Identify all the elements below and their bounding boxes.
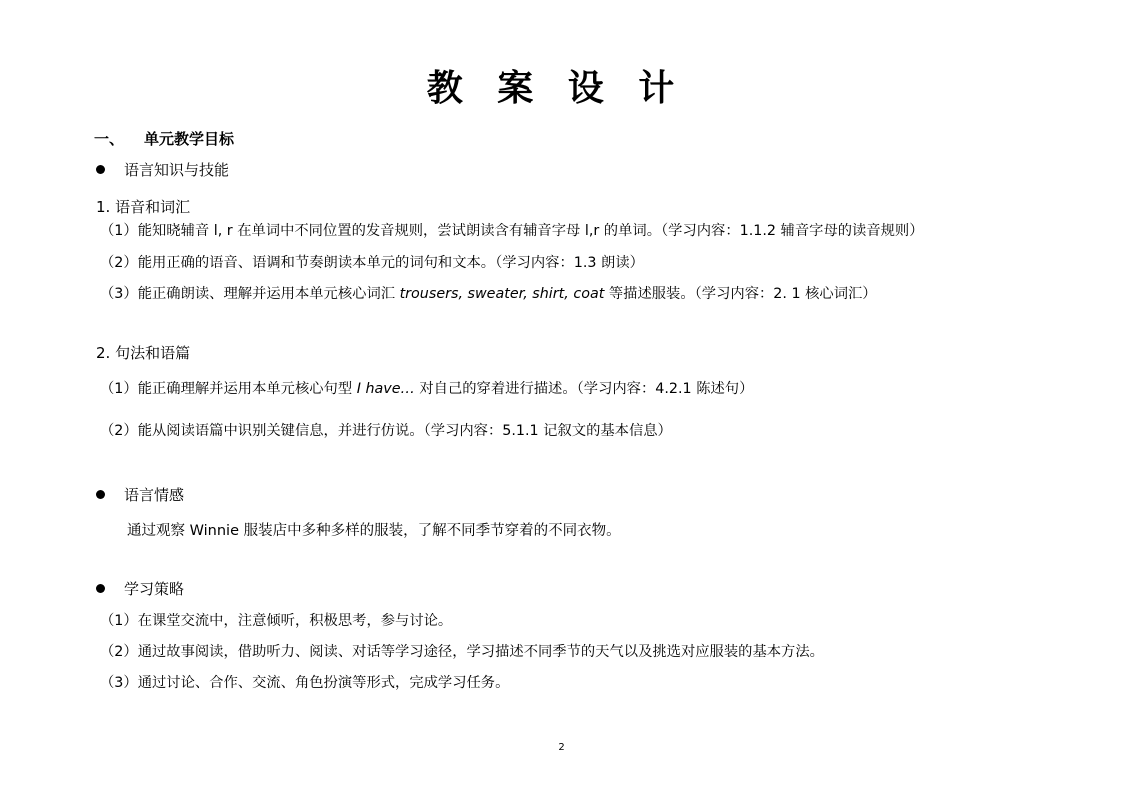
section-heading-text: 单元教学目标 (144, 130, 235, 148)
strategy-line: （3）通过讨论、合作、交流、角色扮演等形式，完成学习任务。 (100, 675, 510, 691)
bullet-icon (96, 490, 105, 499)
objective-text: （3）能正确朗读、理解并运用本单元核心词汇 (100, 286, 400, 302)
page-number: 2 (558, 742, 565, 753)
bullet-label: 语言情感 (124, 486, 185, 504)
bullet-label: 学习策略 (124, 580, 185, 598)
emotion-paragraph: 通过观察 Winnie 服装店中多种多样的服装，了解不同季节穿着的不同衣物。 (127, 523, 621, 539)
objective-line (100, 378, 753, 400)
strategy-line: （1）在课堂交流中，注意倾听，积极思考，参与讨论。 (100, 613, 453, 629)
bullet-icon (96, 584, 105, 593)
objective-text: 等描述服装。（学习内容：2. 1 核心词汇） (604, 286, 877, 302)
core-vocabulary: trousers, sweater, shirt, coat (399, 286, 605, 302)
subheading-phonics: 1. 语音和词汇 (96, 198, 191, 216)
strategy-line: （2）通过故事阅读，借助听力、阅读、对话等学习途径，学习描述不同季节的天气以及挑选对应服装的基本方法。 (100, 644, 824, 660)
objective-text: （1）能正确理解并运用本单元核心句型 (100, 381, 357, 397)
page-title: 教 案 设 计 (426, 68, 686, 109)
bullet-language-emotion (96, 484, 184, 506)
objective-text: 对自己的穿着进行描述。（学习内容：4.2.1 陈述句） (414, 381, 754, 397)
bullet-learning-strategy (96, 578, 184, 600)
section-heading (94, 128, 234, 150)
core-sentence-pattern: I have… (356, 381, 415, 397)
objective-line (100, 283, 877, 305)
bullet-icon (96, 165, 105, 174)
bullet-label: 语言知识与技能 (124, 161, 230, 179)
objective-line: （2）能用正确的语音、语调和节奏朗读本单元的词句和文本。（学习内容：1.3 朗读） (100, 255, 644, 271)
objective-line: （1）能知晓辅音 l, r 在单词中不同位置的发音规则，尝试朗读含有辅音字母 l,r 的单词。（学习内容：1.1.2 辅音字母的读音规则） (100, 223, 924, 239)
objective-line: （2）能从阅读语篇中识别关键信息，并进行仿说。（学习内容：5.1.1 记叙文的基本信息） (100, 423, 672, 439)
subheading-syntax: 2. 句法和语篇 (96, 344, 191, 362)
section-number: 一、 (94, 130, 125, 148)
bullet-knowledge-skills (96, 159, 229, 181)
